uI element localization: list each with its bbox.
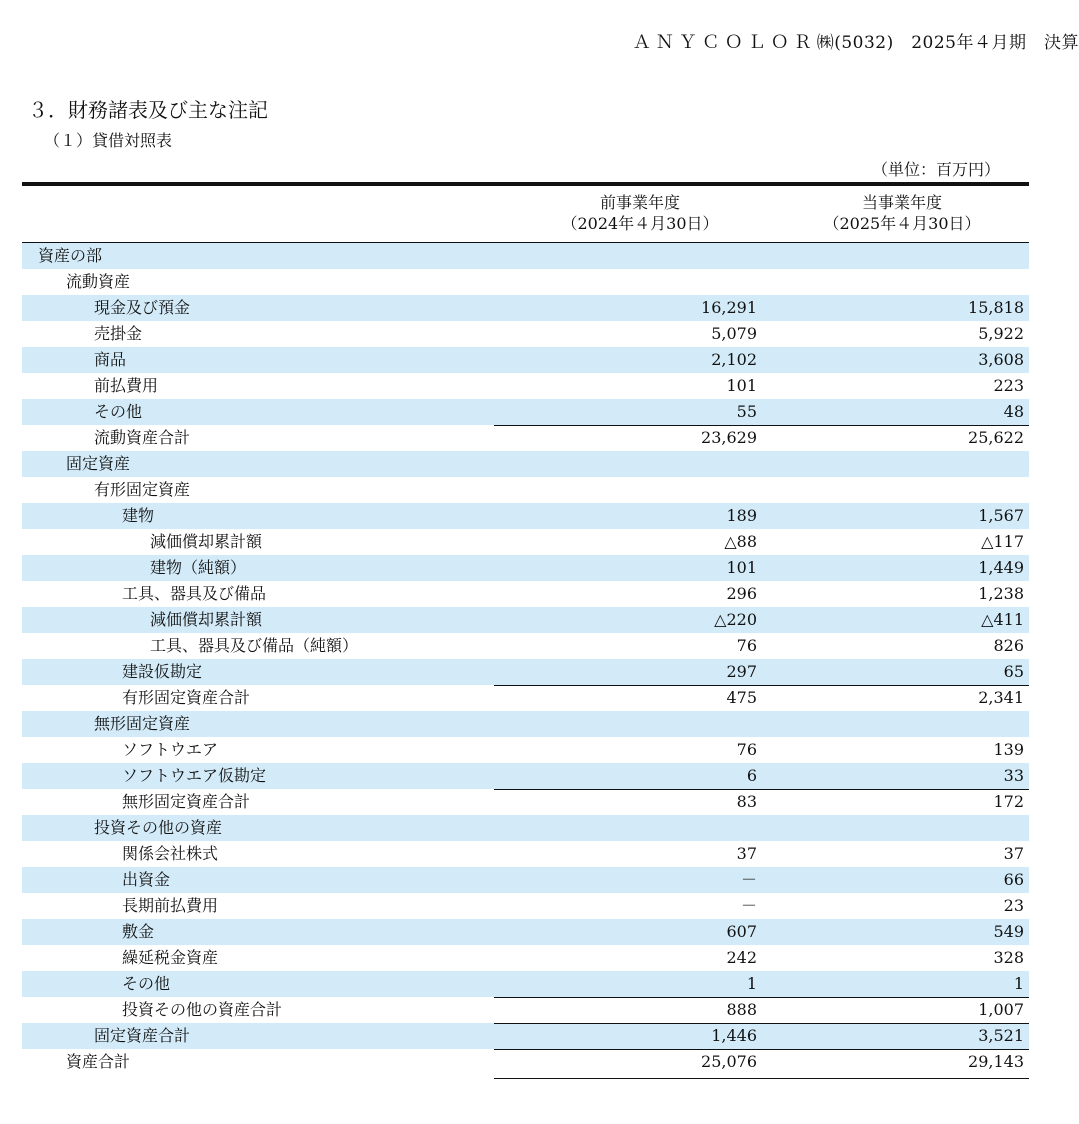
prev-value: － (740, 896, 757, 915)
row-label: 工具、器具及び備品（純額） (150, 636, 359, 655)
prev-value: 83 (736, 792, 757, 811)
row-label: 固定資産 (66, 454, 131, 473)
row-label: 長期前払費用 (122, 896, 219, 915)
row-label: 資産の部 (38, 246, 103, 265)
table-row (22, 555, 1029, 581)
prev-period-date: （2024年４月30日） (561, 214, 719, 233)
prev-value: 55 (736, 402, 757, 421)
table-body (22, 243, 1029, 1075)
table-row (22, 997, 1029, 1023)
prev-value: 101 (726, 376, 757, 395)
curr-value: 3,608 (978, 350, 1024, 369)
table-row (22, 971, 1029, 997)
curr-value: 48 (1003, 402, 1024, 421)
prev-value: 76 (736, 740, 757, 759)
curr-value: 826 (993, 636, 1024, 655)
curr-value: 1,007 (978, 1000, 1024, 1019)
prev-value: 25,076 (701, 1052, 757, 1071)
row-label: 工具、器具及び備品 (122, 584, 267, 603)
curr-value: 1,567 (978, 506, 1024, 525)
table-row (22, 919, 1029, 945)
row-label: 現金及び預金 (94, 298, 191, 317)
curr-period-date: （2025年４月30日） (823, 214, 981, 233)
table-row (22, 529, 1029, 555)
prev-value: － (740, 870, 757, 889)
prev-value: 2,102 (711, 350, 757, 369)
prev-value: 475 (726, 688, 757, 707)
prev-value: 76 (736, 636, 757, 655)
prev-period-title: 前事業年度 (599, 193, 680, 212)
table-row (22, 399, 1029, 425)
table-row (22, 477, 1029, 503)
curr-value: 29,143 (968, 1052, 1024, 1071)
row-label: 資産合計 (66, 1052, 131, 1071)
curr-value: 172 (993, 792, 1024, 811)
header-period: ㈱(5032) 2025年４月期 決算 (816, 33, 1079, 53)
prev-value: 5,079 (711, 324, 757, 343)
row-label: 繰延税金資産 (122, 948, 219, 967)
table-row (22, 607, 1029, 633)
row-label: 減価償却累計額 (150, 532, 263, 551)
row-label: 有形固定資産 (94, 480, 191, 499)
table-row (22, 633, 1029, 659)
prev-value: 16,291 (701, 298, 757, 317)
prev-value: 297 (726, 662, 757, 681)
row-label: 売掛金 (94, 324, 143, 343)
table-row (22, 581, 1029, 607)
row-label: 関係会社株式 (122, 844, 219, 863)
table-row (22, 737, 1029, 763)
table-row (22, 893, 1029, 919)
prev-value: △220 (714, 610, 757, 629)
row-label: 投資その他の資産合計 (122, 1000, 283, 1019)
row-label: その他 (122, 974, 171, 993)
prev-value: 1,446 (711, 1026, 757, 1045)
subsection-title: （１）貸借対照表 (44, 131, 173, 150)
prev-value: 189 (726, 506, 757, 525)
prev-value: 607 (726, 922, 757, 941)
curr-value: 5,922 (978, 324, 1024, 343)
table-row (22, 269, 1029, 295)
row-label: 建物 (122, 506, 155, 525)
curr-value: 1,238 (978, 584, 1024, 603)
row-label: 敷金 (122, 922, 155, 941)
document-header (633, 28, 1079, 54)
company-name: ＡＮＹＣＯＬＯＲ (632, 32, 817, 52)
table-row (22, 321, 1029, 347)
row-label: 前払費用 (94, 376, 159, 395)
row-label: 商品 (94, 350, 127, 369)
row-label: 減価償却累計額 (150, 610, 263, 629)
column-header (22, 186, 1029, 243)
curr-value: 23 (1003, 896, 1024, 915)
prev-value: △88 (724, 532, 757, 551)
table-row (22, 1023, 1029, 1049)
row-label: 有形固定資産合計 (122, 688, 251, 707)
row-label: 建設仮勘定 (122, 662, 203, 681)
row-label: ソフトウエア仮勘定 (122, 766, 267, 785)
table-row (22, 295, 1029, 321)
unit-label: （単位：百万円） (872, 160, 1001, 179)
row-label: 流動資産合計 (94, 428, 191, 447)
curr-value: 1 (1013, 974, 1024, 993)
row-label: 流動資産 (66, 272, 131, 291)
table-row (22, 347, 1029, 373)
curr-value: 33 (1003, 766, 1024, 785)
prev-value: 23,629 (701, 428, 757, 447)
table-row (22, 373, 1029, 399)
balance-sheet-table (22, 182, 1029, 1075)
curr-value: △117 (981, 532, 1024, 551)
prev-value: 888 (726, 1000, 757, 1019)
curr-value: 2,341 (978, 688, 1024, 707)
curr-period-header (782, 192, 1022, 234)
curr-value: 15,818 (968, 298, 1024, 317)
section-title: ３．財務諸表及び主な注記 (28, 98, 268, 122)
curr-value: 223 (993, 376, 1024, 395)
table-row (22, 503, 1029, 529)
curr-value: 328 (993, 948, 1024, 967)
curr-value: △411 (981, 610, 1024, 629)
curr-value: 25,622 (968, 428, 1024, 447)
table-row (22, 815, 1029, 841)
table-row (22, 711, 1029, 737)
row-label: ソフトウエア (122, 740, 219, 759)
table-row (22, 789, 1029, 815)
row-label: 固定資産合計 (94, 1026, 191, 1045)
table-row (22, 1049, 1029, 1075)
row-label: 投資その他の資産 (94, 818, 223, 837)
curr-value: 1,449 (978, 558, 1024, 577)
table-row (22, 659, 1029, 685)
prev-value: 242 (726, 948, 757, 967)
prev-period-header (520, 192, 760, 234)
row-label: 出資金 (122, 870, 171, 889)
row-label: 無形固定資産 (94, 714, 191, 733)
prev-value: 101 (726, 558, 757, 577)
curr-value: 139 (993, 740, 1024, 759)
row-label: その他 (94, 402, 143, 421)
table-row (22, 867, 1029, 893)
table-row (22, 763, 1029, 789)
table-row (22, 841, 1029, 867)
table-row (22, 945, 1029, 971)
table-row (22, 243, 1029, 269)
double-rule-top (494, 1078, 1029, 1080)
prev-value: 37 (736, 844, 757, 863)
table-row (22, 685, 1029, 711)
curr-value: 37 (1003, 844, 1024, 863)
row-label: 無形固定資産合計 (122, 792, 251, 811)
curr-value: 3,521 (978, 1026, 1024, 1045)
prev-value: 296 (726, 584, 757, 603)
table-row (22, 425, 1029, 451)
curr-value: 549 (993, 922, 1024, 941)
prev-value: 6 (746, 766, 757, 785)
table-row (22, 451, 1029, 477)
curr-value: 66 (1003, 870, 1024, 889)
prev-value: 1 (746, 974, 757, 993)
curr-period-title: 当事業年度 (861, 193, 942, 212)
curr-value: 65 (1003, 662, 1024, 681)
row-label: 建物（純額） (150, 558, 247, 577)
